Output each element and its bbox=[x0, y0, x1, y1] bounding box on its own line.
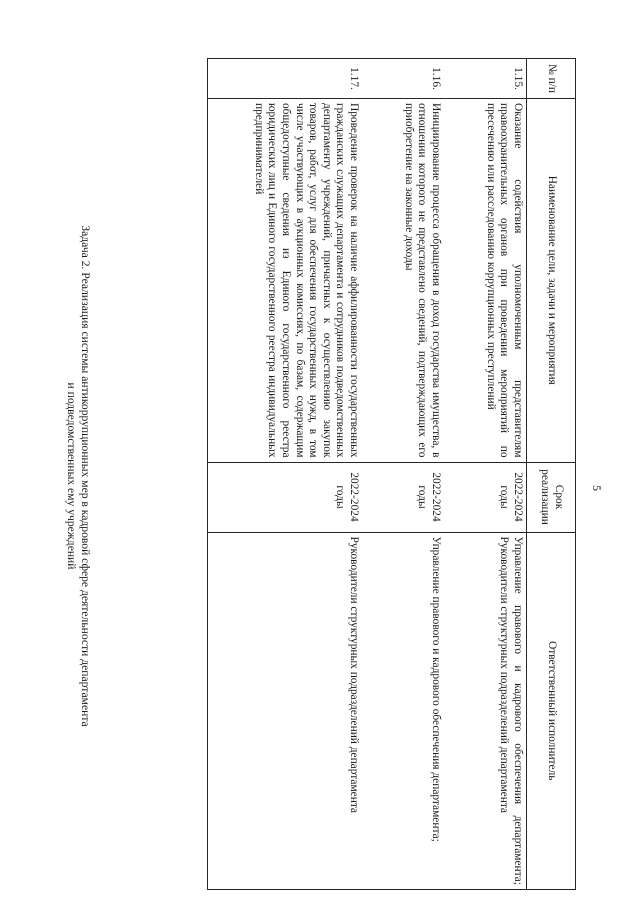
table-header-row bbox=[527, 59, 576, 890]
header-num: № п/п bbox=[527, 59, 576, 99]
row-number: 1.16. bbox=[362, 59, 444, 99]
row-responsible: Руководители структурных подразделений департамента bbox=[208, 532, 363, 890]
header-term: Срок реализации bbox=[527, 462, 576, 532]
table-row bbox=[362, 59, 444, 890]
row-measure: Проведение проверок на наличие аффилированности государственных гражданских служащих департамента и сотрудников подведомственных департаменту учреждений, причастных к осуществлению закупок товаров, работ, услуг для обеспечения государственных нужд, в том числе участвующих в аукционных комиссиях, по базам, содержащим общедоступные сведения из Единого государственного реестра юридических лиц и Единого государственного реестра индивидуальных предпринимателей bbox=[208, 98, 363, 462]
task-caption-line: и подведомственных ему учреждений bbox=[65, 382, 78, 570]
row-number: 1.15. bbox=[444, 59, 527, 99]
task-caption bbox=[64, 60, 92, 892]
row-term: 2022-2024 годы bbox=[444, 462, 527, 532]
row-measure: Инициирование процесса обращения в доход государства имущества, в отношении которого не представлено сведений, подтверждающих его приобретение на законные доходы bbox=[362, 98, 444, 462]
row-responsible: Управление правового и кадрового обеспечения департамента; Руководители структурных подразделений департамента bbox=[444, 532, 527, 890]
row-responsible: Управление правового и кадрового обеспечения департамента; bbox=[362, 532, 444, 890]
table-row bbox=[444, 59, 527, 890]
header-name: Наименование цели, задачи и мероприятия bbox=[527, 98, 576, 462]
task-caption-line: Задача 2. Реализация системы антикоррупционных мер в кадровой сфере деятельности департамента bbox=[79, 225, 92, 727]
row-term: 2022-2024 годы bbox=[208, 462, 363, 532]
header-responsible: Ответственный исполнитель bbox=[527, 532, 576, 890]
row-term: 2022-2024 годы bbox=[362, 462, 444, 532]
row-number: 1.17. bbox=[208, 59, 363, 99]
row-measure: Оказание содействия уполномоченным представителям правоохранительных органов при проведении мероприятий по пресечению или расследованию коррупционных преступлений bbox=[444, 98, 527, 462]
page-number: 5 bbox=[590, 485, 604, 491]
table-row bbox=[208, 59, 363, 890]
measures-table bbox=[207, 58, 576, 890]
